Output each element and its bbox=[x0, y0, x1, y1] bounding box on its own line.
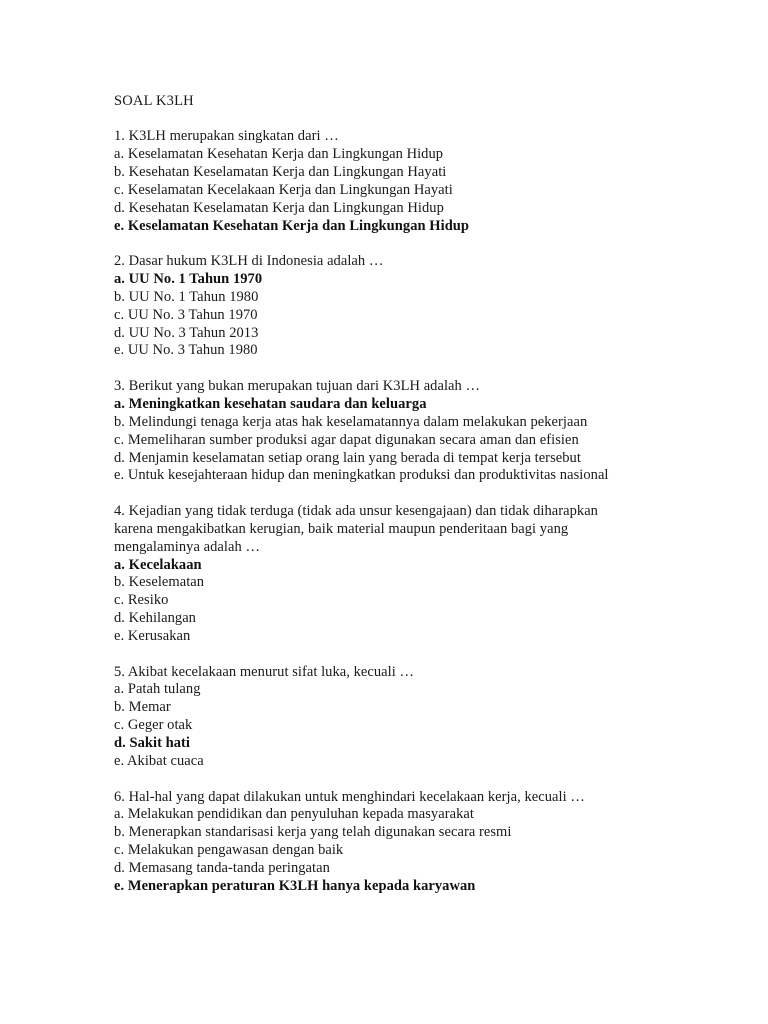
question-stem: mengalaminya adalah … bbox=[114, 538, 260, 555]
answer-option: c. Melakukan pengawasan dengan baik bbox=[114, 842, 344, 859]
question-block bbox=[114, 378, 754, 485]
answer-option-correct: a. Kecelakaan bbox=[114, 556, 202, 573]
question-list bbox=[114, 128, 754, 896]
answer-option: c. UU No. 3 Tahun 1970 bbox=[114, 306, 258, 323]
answer-option-correct: a. UU No. 1 Tahun 1970 bbox=[114, 270, 263, 287]
answer-option: d. Kesehatan Keselamatan Kerja dan Lingkungan Hidup bbox=[114, 199, 444, 216]
answer-option: c. Geger otak bbox=[114, 717, 193, 734]
answer-option: d. Memasang tanda-tanda peringatan bbox=[114, 860, 330, 877]
answer-option: c. Memeliharan sumber produksi agar dapat digunakan secara aman dan efisien bbox=[114, 431, 579, 448]
answer-option: c. Resiko bbox=[114, 592, 169, 609]
answer-option-correct: e. Keselamatan Kesehatan Kerja dan Lingkungan Hidup bbox=[114, 217, 470, 234]
question-block bbox=[114, 503, 754, 646]
document-page bbox=[114, 92, 754, 913]
answer-option: d. Menjamin keselamatan setiap orang lain yang berada di tempat kerja tersebut bbox=[114, 449, 581, 466]
answer-option: b. Memar bbox=[114, 699, 171, 716]
question-block bbox=[114, 789, 754, 896]
question-stem: 3. Berikut yang bukan merupakan tujuan dari K3LH adalah … bbox=[114, 377, 481, 394]
question-stem: 1. K3LH merupakan singkatan dari … bbox=[114, 128, 339, 144]
answer-option-correct: d. Sakit hati bbox=[114, 735, 190, 752]
answer-option-correct: a. Meningkatkan kesehatan saudara dan keluarga bbox=[114, 395, 427, 412]
answer-option: e. Untuk kesejahteraan hidup dan meningkatkan produksi dan produktivitas nasional bbox=[114, 467, 609, 484]
answer-option: a. Melakukan pendidikan dan penyuluhan kepada masyarakat bbox=[114, 806, 474, 823]
question-stem: 2. Dasar hukum K3LH di Indonesia adalah … bbox=[114, 252, 384, 269]
question-stem: karena mengakibatkan kerugian, baik material maupun penderitaan bagi yang bbox=[114, 520, 569, 537]
answer-option: c. Keselamatan Kecelakaan Kerja dan Lingkungan Hayati bbox=[114, 181, 453, 198]
answer-option: d. UU No. 3 Tahun 2013 bbox=[114, 324, 259, 341]
answer-option: e. Kerusakan bbox=[114, 628, 191, 645]
answer-option: b. Melindungi tenaga kerja atas hak keselamatannya dalam melakukan pekerjaan bbox=[114, 413, 588, 430]
answer-option: d. Kehilangan bbox=[114, 610, 196, 627]
question-block bbox=[114, 253, 754, 360]
question-block bbox=[114, 664, 754, 771]
answer-option: b. Menerapkan standarisasi kerja yang telah digunakan secara resmi bbox=[114, 824, 512, 841]
answer-option: b. Kesehatan Keselamatan Kerja dan Lingkungan Hayati bbox=[114, 163, 447, 180]
answer-option: b. UU No. 1 Tahun 1980 bbox=[114, 288, 259, 305]
answer-option: e. Akibat cuaca bbox=[114, 753, 204, 770]
answer-option: e. UU No. 3 Tahun 1980 bbox=[114, 342, 258, 359]
question-stem: 5. Akibat kecelakaan menurut sifat luka, kecuali … bbox=[114, 663, 415, 680]
document-title: SOAL K3LH bbox=[114, 93, 194, 109]
answer-option: a. Patah tulang bbox=[114, 681, 201, 698]
question-stem: 6. Hal-hal yang dapat dilakukan untuk menghindari kecelakaan kerja, kecuali … bbox=[114, 788, 585, 805]
answer-option: b. Keselematan bbox=[114, 574, 205, 591]
answer-option-correct: e. Menerapkan peraturan K3LH hanya kepada karyawan bbox=[114, 878, 476, 895]
answer-option: a. Keselamatan Kesehatan Kerja dan Lingkungan Hidup bbox=[114, 145, 444, 162]
question-block bbox=[114, 128, 754, 235]
question-stem: 4. Kejadian yang tidak terduga (tidak ada unsur kesengajaan) dan tidak diharapkan bbox=[114, 502, 598, 519]
